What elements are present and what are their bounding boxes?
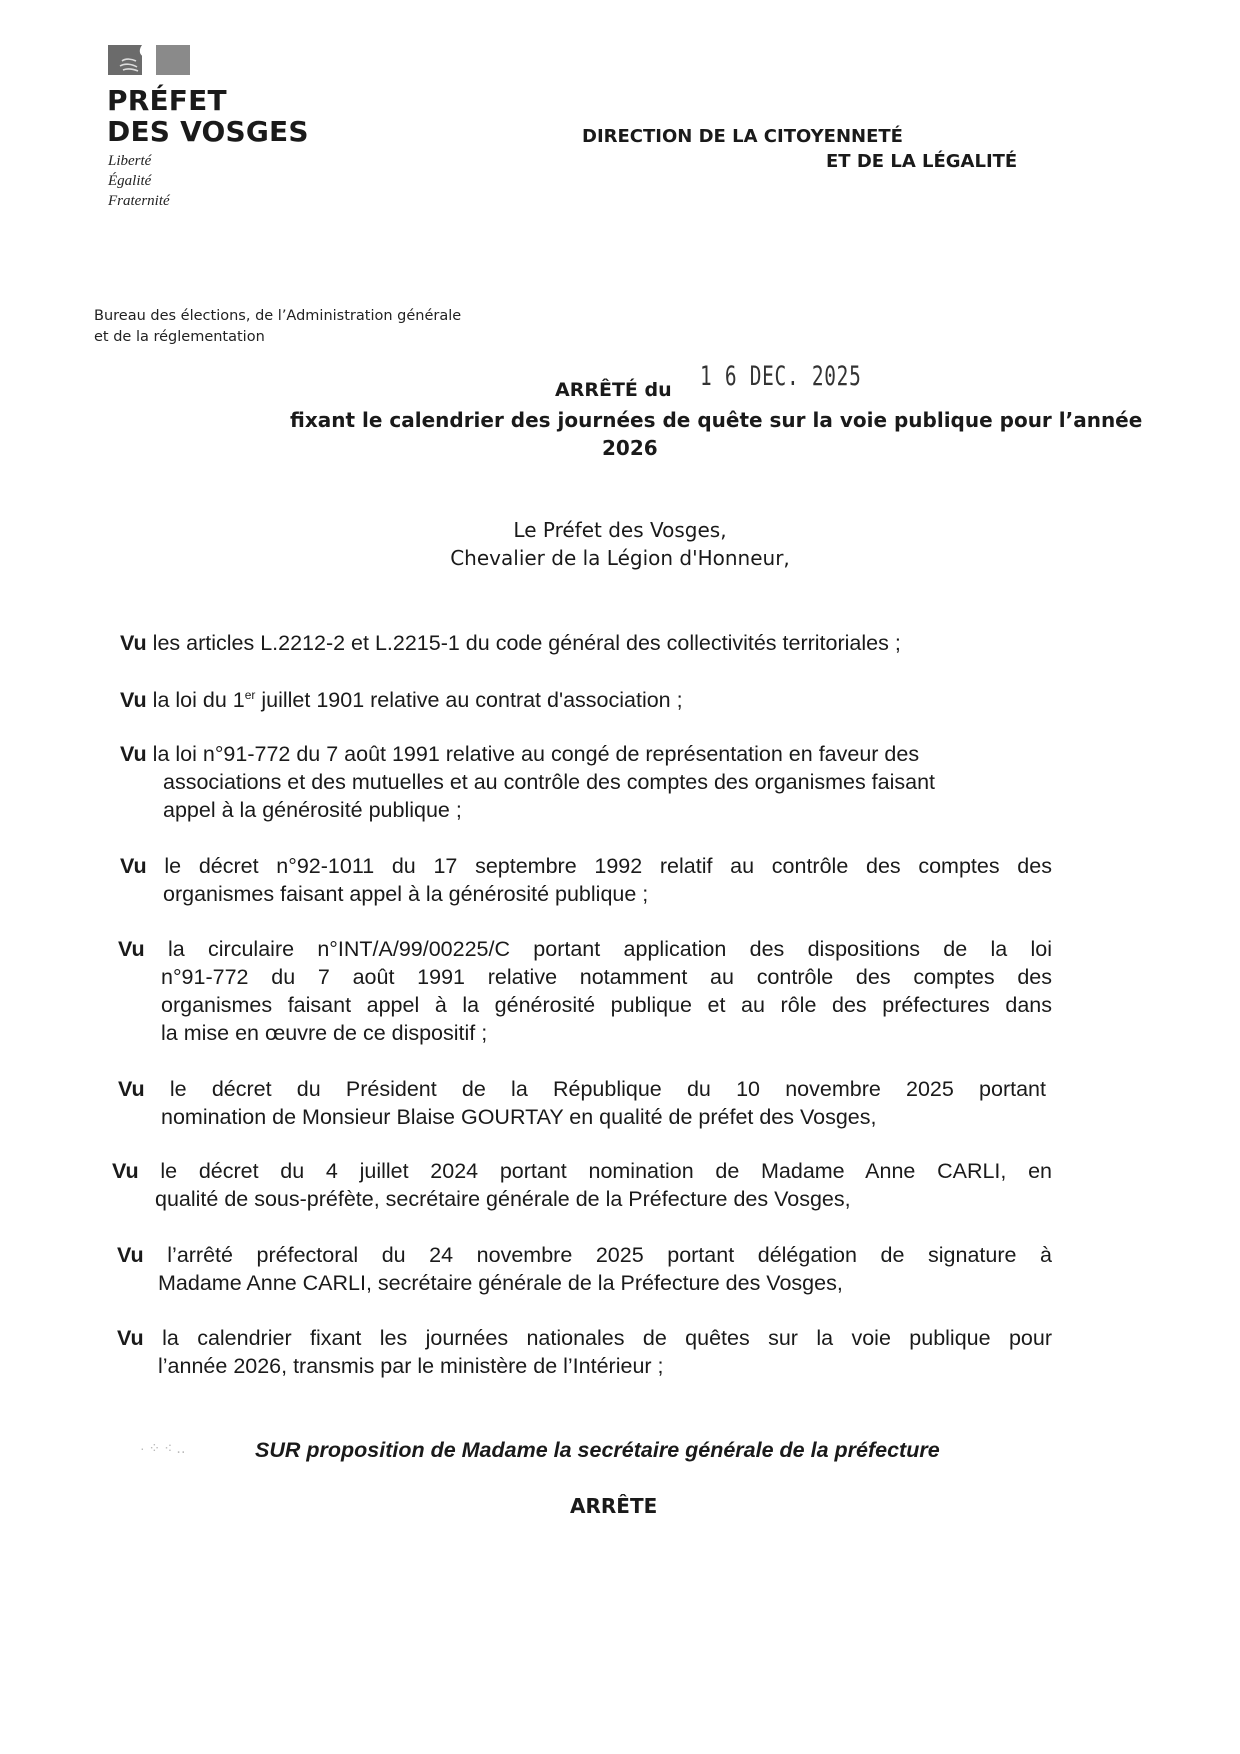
visa-text: la loi n°91-772 du 7 août 1991 relative au congé de représentation en faveur des (152, 742, 920, 766)
arrete-subject-line1: fixant le calendrier des journées de quête sur la voie publique pour l’année (290, 408, 1143, 432)
visa-prefix: Vu (120, 631, 147, 655)
visa-text: l’arrêté préfectoral du 24 novembre 2025 portant délégation de signature à (167, 1243, 1052, 1267)
motto-liberte: Liberté (108, 153, 152, 169)
visa-text: qualité de sous-préfète, secrétaire générale de la Préfecture des Vosges, (155, 1187, 851, 1211)
bureau-line1: Bureau des élections, de l’Administration générale (94, 308, 462, 324)
motto-fraternite: Fraternité (108, 193, 170, 209)
visa-text-after: juillet 1901 relative au contrat d'association ; (255, 688, 683, 713)
prefect-title: Le Préfet des Vosges, (513, 518, 727, 542)
visa-text: la mise en œuvre de ce dispositif ; (161, 1021, 488, 1045)
visa-text-before: la loi du 1 (152, 688, 245, 713)
visa-text: nomination de Monsieur Blaise GOURTAY en qualité de préfet des Vosges, (161, 1105, 877, 1129)
visa-text: appel à la générosité publique ; (163, 798, 462, 822)
visa-prefix: Vu (120, 854, 147, 878)
visa-text: l’année 2026, transmis par le ministère de l’Intérieur ; (158, 1354, 664, 1378)
visa-text: la calendrier fixant les journées nationales de quêtes sur la voie publique pour (162, 1326, 1052, 1350)
date-stamp: 1 6 DEC. 2025 (700, 361, 862, 392)
institution-name-line2: DES VOSGES (107, 115, 309, 148)
visa-text: n°91-772 du 7 août 1991 relative notamment au contrôle des comptes des (161, 965, 1052, 989)
proposal-line: SUR proposition de Madame la secrétaire générale de la préfecture (255, 1438, 940, 1462)
arrete-date-label: ARRÊTÉ du (555, 379, 672, 401)
arrete-subject-line2: 2026 (602, 436, 658, 460)
visa-prefix: Vu (112, 1159, 139, 1183)
visa-text: la circulaire n°INT/A/99/00225/C portant application des dispositions de la loi (168, 937, 1052, 961)
visa-text: les articles L.2212-2 et L.2215-1 du code général des collectivités territoriales ; (152, 631, 901, 655)
decision-heading: ARRÊTE (570, 1494, 658, 1518)
visa-text: organismes faisant appel à la générosité publique ; (163, 882, 649, 906)
motto-egalite: Égalité (108, 173, 152, 189)
direction-line1: DIRECTION DE LA CITOYENNETÉ (582, 126, 903, 147)
visa-text: le décret du 4 juillet 2024 portant nomination de Madame Anne CARLI, en (160, 1159, 1052, 1183)
visa-text: le décret du Président de la République du 10 novembre 2025 portant (169, 1077, 1046, 1101)
institution-name-line1: PRÉFET (107, 84, 227, 117)
visa-prefix: Vu (120, 688, 147, 713)
visa-text: associations et des mutuelles et au contrôle des comptes des organismes faisant (163, 770, 936, 794)
scan-artifact: · ⁘ ⁖ ‥ (140, 1440, 186, 1456)
visa-prefix: Vu (120, 742, 147, 766)
visa-text-superscript: er (244, 688, 256, 702)
visa-text: Madame Anne CARLI, secrétaire générale de la Préfecture des Vosges, (158, 1271, 843, 1295)
visa-prefix: Vu (117, 1326, 144, 1350)
visa-prefix: Vu (117, 1243, 144, 1267)
visa-text: organismes faisant appel à la générosité publique et au rôle des préfectures dans (161, 993, 1052, 1017)
direction-line2: ET DE LA LÉGALITÉ (826, 151, 1018, 172)
prefect-honour: Chevalier de la Légion d'Honneur, (450, 546, 790, 570)
bureau-line2: et de la réglementation (94, 329, 265, 345)
marianne-icon (108, 45, 190, 75)
visa-text: le décret n°92-1011 du 17 septembre 1992 relatif au contrôle des comptes des (164, 854, 1052, 878)
visa-prefix: Vu (118, 1077, 145, 1101)
visa-prefix: Vu (118, 937, 145, 961)
